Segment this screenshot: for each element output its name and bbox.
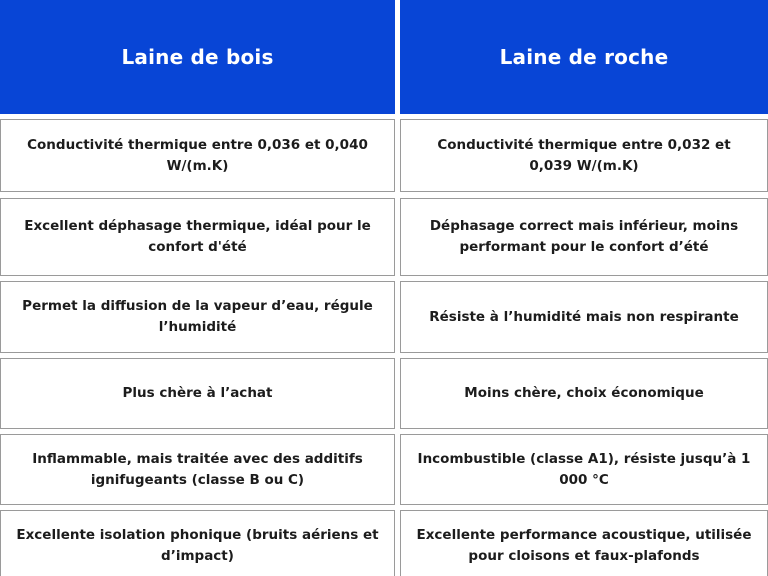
header-laine-de-roche: Laine de roche — [400, 0, 768, 114]
header-laine-de-bois: Laine de bois — [0, 0, 395, 114]
cell-bois-acoustique: Excellente isolation phonique (bruits aériens et d’impact) — [0, 510, 395, 576]
cell-roche-dephasage: Déphasage correct mais inférieur, moins performant pour le confort d’été — [400, 198, 768, 276]
cell-bois-humidite: Permet la diffusion de la vapeur d’eau, régule l’humidité — [0, 281, 395, 353]
cell-roche-feu: Incombustible (classe A1), résiste jusqu’à 1 000 °C — [400, 434, 768, 505]
cell-bois-dephasage: Excellent déphasage thermique, idéal pour le confort d'été — [0, 198, 395, 276]
cell-roche-conductivite: Conductivité thermique entre 0,032 et 0,039 W/(m.K) — [400, 119, 768, 192]
cell-bois-conductivite: Conductivité thermique entre 0,036 et 0,040 W/(m.K) — [0, 119, 395, 192]
cell-bois-prix: Plus chère à l’achat — [0, 358, 395, 429]
cell-bois-feu: Inflammable, mais traitée avec des additifs ignifugeants (classe B ou C) — [0, 434, 395, 505]
cell-roche-humidite: Résiste à l’humidité mais non respirante — [400, 281, 768, 353]
cell-roche-acoustique: Excellente performance acoustique, utilisée pour cloisons et faux-plafonds — [400, 510, 768, 576]
cell-roche-prix: Moins chère, choix économique — [400, 358, 768, 429]
